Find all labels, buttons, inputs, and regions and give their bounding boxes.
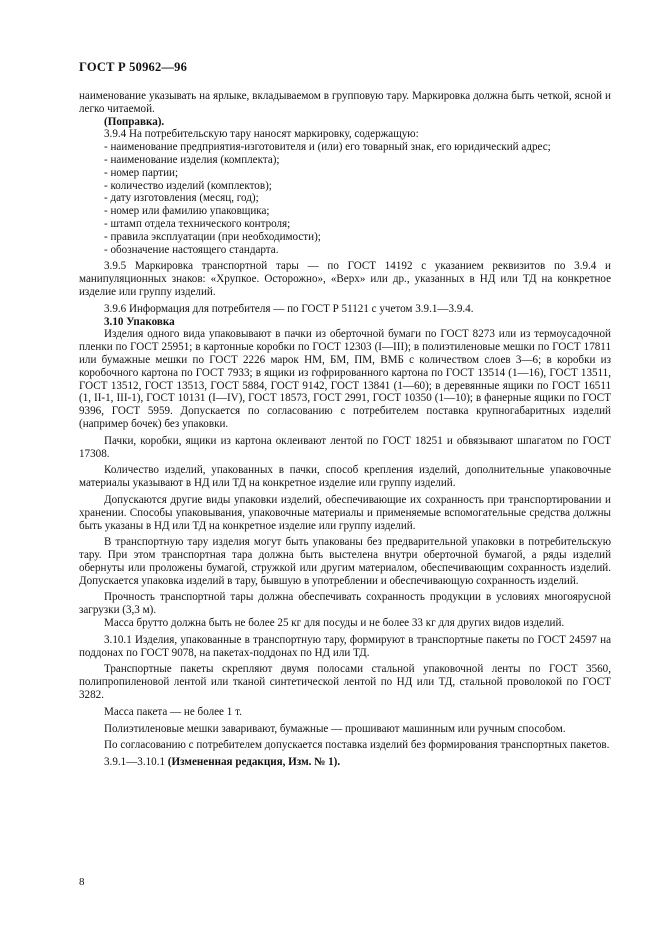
paragraph-3-9-5: 3.9.5 Маркировка транспортной тары — по ГОСТ 14192 с указанием реквизитов по 3.9.4 и манипуляционных знаков: «Хрупкое. Осторожно», «Верх» или др., указанных в НД или ТД на конкретное изделие или группу изделий. xyxy=(79,260,611,298)
paragraph-3-9-6: 3.9.6 Информация для потребителя — по ГОСТ Р 51121 с учетом 3.9.1—3.9.4. xyxy=(104,302,474,315)
paragraph-packaging-types: Изделия одного вида упаковывают в пачки из оберточной бумаги по ГОСТ 8273 или из термоусадочной пленки по ГОСТ 25951; в картонные коробки по ГОСТ 12303 (I—III); в полиэтиленовые мешки по ГОСТ 17811 или бумажные мешки по ГОСТ 2226 марок НМ, БМ, ПМ, ВМБ с количеством слоев 3—6; в коробки из коробочного картона по ГОСТ 7933; в ящики из гофрированного картона по ГОСТ 13514 (1—16), ГОСТ 13511, ГОСТ 13512, ГОСТ 13513, ГОСТ 5884, ГОСТ 9142, ГОСТ 13841 (1—60); в деревянные ящики по ГОСТ 16511 (1, II-1, III-1), ГОСТ 10131 (I—IV), ГОСТ 18573, ГОСТ 2991, ГОСТ 10350 (1—10); в фанерные ящики по ГОСТ 9396, ГОСТ 5959. Допускается по согласованию с потребителем поставка крупногабаритных изделий (например бочек) без упаковки. xyxy=(79,328,611,430)
paragraph-packet-strapping: Транспортные пакеты скрепляют двумя полосами стальной упаковочной ленты по ГОСТ 3560, полипропиленовой лентой или тканой синтетической лентой по НД или ТД, стальной проволокой по ГОСТ 3282. xyxy=(79,663,611,702)
paragraph-taping: Пачки, коробки, ящики из картона оклеивают лентой по ГОСТ 18251 и обвязывают шпагатом по ГОСТ 17308. xyxy=(79,434,611,460)
list-item: - номер или фамилию упаковщика; xyxy=(104,205,270,218)
page-number: 8 xyxy=(79,876,85,888)
amendment-note: (Поправка). xyxy=(104,115,165,128)
paragraph-marking-continuation: наименование указывать на ярлыке, вкладываемом в групповую тару. Маркировка должна быть четкой, ясной и легко читаемой. xyxy=(79,90,611,115)
document-body xyxy=(79,90,611,769)
paragraph-quantity: Количество изделий, упакованных в пачки, способ крепления изделий, дополнительные упаковочные материалы указывают в НД или ТД на конкретное изделие или группу изделий. xyxy=(79,464,611,490)
paragraph-transport-container: В транспортную тару изделия могут быть упакованы без предварительной упаковки в потребительскую тару. При этом транспортная тара должна быть выстелена внутри оберточной бумагой, а ряды изделий обернуты или проложены бумагой, стружкой или другим материалом, обеспечивающим сохранность изделий. Допускается упаковка изделий в тару, бывшую в употреблении и обеспечивающую сохранность изделий. xyxy=(79,536,611,587)
paragraph-revision-note xyxy=(79,756,611,769)
paragraph-gross-mass: Масса брутто должна быть не более 25 кг для посуды и не более 33 кг для других видов изделий. xyxy=(104,617,565,630)
document-header: ГОСТ Р 50962—96 xyxy=(79,60,188,74)
paragraph-no-packet-delivery: По согласованию с потребителем допускается поставка изделий без формирования транспортных пакетов. xyxy=(104,739,610,752)
paragraph-packet-mass: Масса пакета — не более 1 т. xyxy=(104,705,242,718)
paragraph-3-9-4: 3.9.4 На потребительскую тару наносят маркировку, содержащую: xyxy=(104,128,419,141)
paragraph-3-10-1: 3.10.1 Изделия, упакованные в транспортную тару, формируют в транспортные пакеты по ГОСТ 24597 на поддонах по ГОСТ 9078, на пакетах-поддонах по НД или ТД. xyxy=(79,633,611,659)
list-item: - обозначение настоящего стандарта. xyxy=(104,243,279,256)
list-item: - штамп отдела технического контроля; xyxy=(104,217,291,230)
list-item: - количество изделий (комплектов); xyxy=(104,179,272,192)
list-item: - правила эксплуатации (при необходимости); xyxy=(104,230,321,243)
paragraph-bag-sealing: Полиэтиленовые мешки заваривают, бумажные — прошивают машинным или ручным способом. xyxy=(104,722,566,735)
revision-range: 3.9.1—3.10.1 xyxy=(104,756,168,769)
list-item: - номер партии; xyxy=(104,166,179,179)
section-heading-3-10: 3.10 Упаковка xyxy=(104,315,175,328)
list-item: - дату изготовления (месяц, год); xyxy=(104,192,259,205)
list-item: - наименование изделия (комплекта); xyxy=(104,153,280,166)
paragraph-other-packaging: Допускаются другие виды упаковки изделий, обеспечивающие их сохранность при транспортировании и хранении. Способы упаковывания, упаковочные материалы и применяемые вспомогательные средства должны быть указаны в НД или ТД на конкретное изделие или группу изделий. xyxy=(79,493,611,532)
paragraph-strength: Прочность транспортной тары должна обеспечивать сохранность продукции в условиях многоярусной загрузки (3,3 м). xyxy=(79,591,611,617)
list-item: - наименование предприятия-изготовителя и (или) его товарный знак, его юридический адрес; xyxy=(104,141,551,154)
revision-label: (Измененная редакция, Изм. № 1). xyxy=(167,756,341,769)
